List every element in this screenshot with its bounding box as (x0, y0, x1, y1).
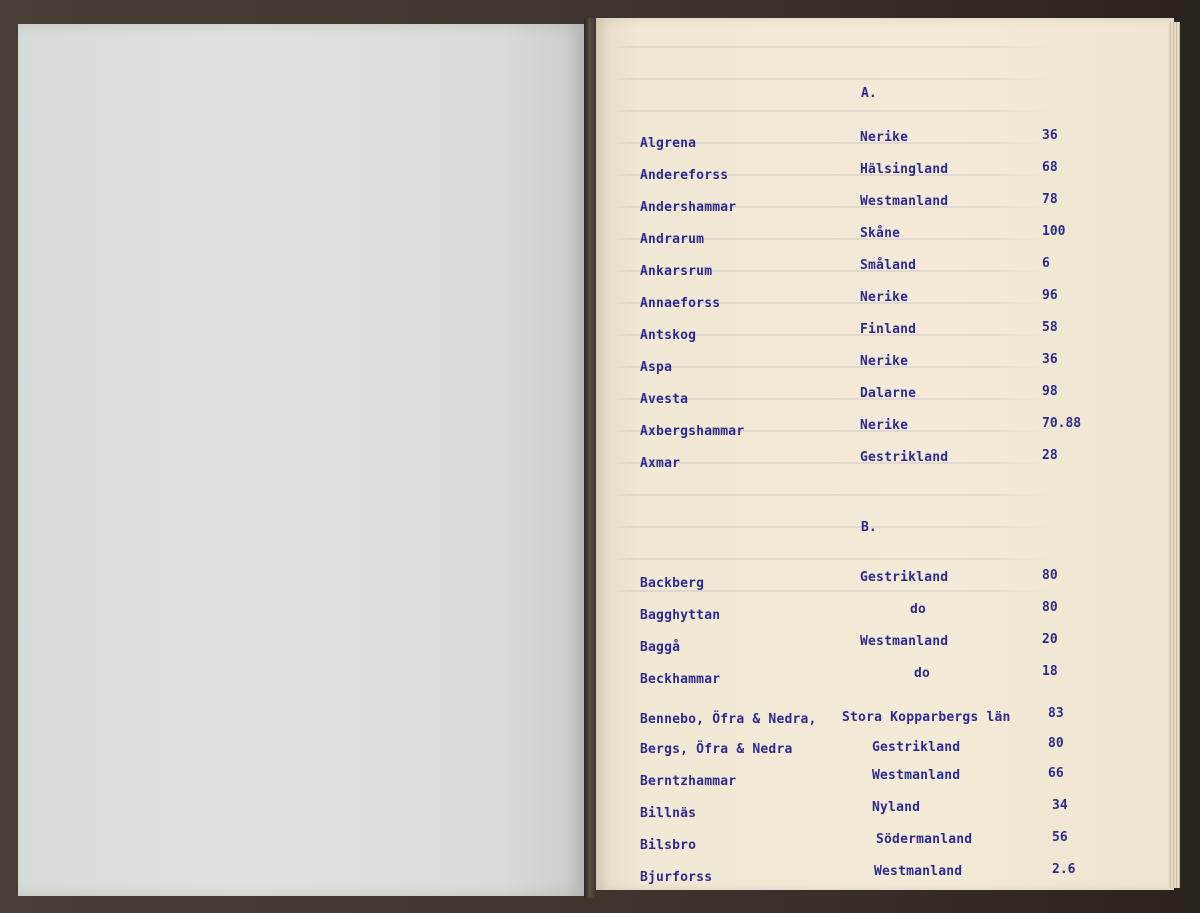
page-number: 56 (1052, 830, 1068, 845)
region-name: Nerike (860, 418, 909, 433)
register-entry (596, 290, 1174, 314)
page-number: 80 (1042, 568, 1058, 583)
region-name: Westmanland (874, 864, 963, 879)
place-name: Baggå (640, 640, 681, 655)
region-name: Nerike (860, 290, 909, 305)
page-number: 96 (1042, 288, 1058, 303)
register-entry (596, 162, 1174, 186)
section-heading-b: B. (861, 520, 877, 535)
register-entry (596, 258, 1174, 282)
register-entry (596, 736, 1174, 760)
region-name: do (914, 666, 931, 681)
page-number: 18 (1042, 664, 1058, 679)
region-name: Gestrikland (860, 570, 949, 585)
page-number: 78 (1042, 192, 1058, 207)
region-name: Hälsingland (860, 162, 949, 177)
region-name: Nyland (872, 800, 921, 815)
page-number: 80 (1048, 736, 1064, 751)
register-entry (596, 704, 1174, 728)
register-entry (596, 864, 1174, 888)
place-name: Avesta (640, 392, 689, 407)
register-entry (596, 832, 1174, 856)
place-name: Bjurforss (640, 870, 713, 885)
place-name: Andereforss (640, 168, 729, 183)
region-name: Nerike (860, 354, 909, 369)
region-name: Finland (860, 322, 917, 337)
register-entry (596, 354, 1174, 378)
region-name: Westmanland (872, 768, 961, 783)
page-number: 28 (1042, 448, 1058, 463)
region-name: Westmanland (860, 634, 949, 649)
page-number: 2.6 (1052, 862, 1076, 877)
place-name: Annaeforss (640, 296, 721, 311)
place-name: Ankarsrum (640, 264, 713, 279)
region-name: Gestrikland (860, 450, 949, 465)
register-entry (596, 194, 1174, 218)
section-heading-a: A. (861, 86, 877, 101)
page-number: 70.88 (1042, 416, 1082, 431)
place-register (596, 18, 1174, 890)
register-entry (596, 768, 1174, 792)
region-name: Södermanland (876, 832, 973, 847)
place-name: Aspa (640, 360, 673, 375)
region-name: Nerike (860, 130, 909, 145)
region-name: Stora Kopparbergs län (842, 710, 1011, 725)
place-name: Andershammar (640, 200, 737, 215)
page-number: 20 (1042, 632, 1058, 647)
place-name: Bilsbro (640, 838, 697, 853)
page-number: 68 (1042, 160, 1058, 175)
page-number: 58 (1042, 320, 1058, 335)
register-entry (596, 570, 1174, 594)
region-name: Gestrikland (872, 740, 961, 755)
place-name: Beckhammar (640, 672, 721, 687)
page-number: 83 (1048, 706, 1064, 721)
region-name: Småland (860, 258, 917, 273)
page-number: 34 (1052, 798, 1068, 813)
region-name: Skåne (860, 226, 901, 241)
book-gutter (584, 18, 596, 898)
place-name: Algrena (640, 136, 697, 151)
place-name: Axbergshammar (640, 424, 745, 439)
register-entry (596, 418, 1174, 442)
place-name: Antskog (640, 328, 697, 343)
register-entry (596, 386, 1174, 410)
register-entry (596, 130, 1174, 154)
page-number: 66 (1048, 766, 1064, 781)
place-name: Andrarum (640, 232, 705, 247)
page-number: 100 (1042, 224, 1066, 239)
region-name: Dalarne (860, 386, 917, 401)
register-entry (596, 666, 1174, 690)
place-name: Billnäs (640, 806, 697, 821)
register-entry (596, 226, 1174, 250)
page-number: 36 (1042, 128, 1058, 143)
page-number: 80 (1042, 600, 1058, 615)
page-number: 6 (1042, 256, 1050, 271)
place-name: Berntzhammar (640, 774, 737, 789)
place-name: Bennebo, Öfra & Nedra, (640, 712, 817, 727)
left-page-blank (18, 24, 584, 896)
register-entry (596, 322, 1174, 346)
place-name: Backberg (640, 576, 705, 591)
region-name: Westmanland (860, 194, 949, 209)
place-name: Bergs, Öfra & Nedra (640, 742, 793, 757)
page-number: 98 (1042, 384, 1058, 399)
region-name: do (910, 602, 927, 617)
register-entry (596, 634, 1174, 658)
register-entry (596, 800, 1174, 824)
page-number: 36 (1042, 352, 1058, 367)
register-entry (596, 450, 1174, 474)
register-entry (596, 602, 1174, 626)
place-name: Bagghyttan (640, 608, 721, 623)
place-name: Axmar (640, 456, 681, 471)
